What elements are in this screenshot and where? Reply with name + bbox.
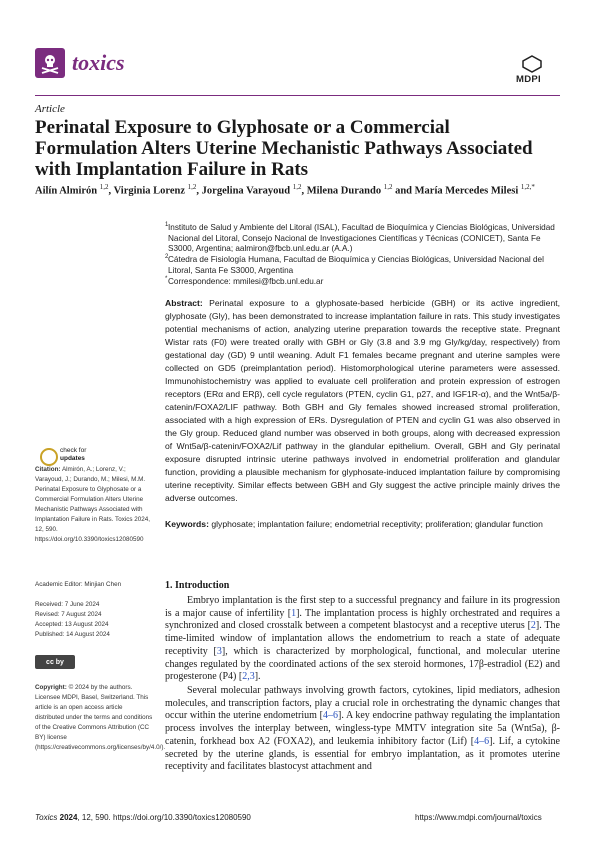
section-heading: 1. Introduction xyxy=(165,580,230,591)
academic-editor: Academic Editor: Minjian Chen xyxy=(35,581,122,588)
check-label: check for xyxy=(60,447,87,454)
author-name[interactable]: Milena Durando xyxy=(306,185,382,197)
reference-link[interactable]: 4–6 xyxy=(474,735,490,747)
paragraph-text: ]. The implantation process is highly orchestrated and requires a synchronized and closed crosstalk between a competent blastocyst and a receptive uterus [ xyxy=(165,607,560,632)
reference-link[interactable]: 4–6 xyxy=(322,710,338,722)
reference-link[interactable]: 1 xyxy=(291,607,297,619)
affiliation: Instituto de Salud y Ambiente del Litoral (ISAL), Facultad de Bioquímica y Ciencias Biológicas, Universidad Nacional del Litoral, Consejo Nacional de Investigaciones Científicas y Técnicas (CONICET), Santa Fe S3000, Argentina; aalmiron@fbcb.unl.edu.ar (A.A.) xyxy=(168,223,555,253)
check-label-updates: updates xyxy=(60,455,85,462)
header-divider xyxy=(35,95,560,96)
paragraph-text: ]. Lif, a cytokine secreted by the uterine glands, is essential for embryo implantation, as it promotes uterine receptivity and facilitates blastocyst attachment and xyxy=(165,735,560,773)
reference-link[interactable]: 3 xyxy=(216,645,222,657)
paragraph-text: ], which is characterized by morphological, functional, and molecular uterine changes regulated by the coordinated actions of the sex steroid hormones, 17β-estradiol (E2) and progesterone (P4) [ xyxy=(165,645,560,683)
footer-year: 2024 xyxy=(59,813,78,822)
revised-date: Revised: 7 August 2024 xyxy=(35,611,102,618)
paragraph-text: ]. A key endocrine pathway regulating the implantation process involves the interplay between, wingless-type MMTV integration site 5a (Wnt5a), β-catenin, forkhead box A2 (FOXA2), and leukemia inhibitory factor (Lif) [ xyxy=(165,710,560,747)
author-sup: 1,2 xyxy=(383,183,393,191)
received-date: Received: 7 June 2024 xyxy=(35,601,100,608)
footer-journal: Toxics xyxy=(35,813,58,822)
correspondence: Correspondence: mmilesi@fbcb.unl.edu.ar xyxy=(168,277,324,286)
paragraph-text: Several molecular pathways involving growth factors, cytokines, lipid mediators, adhesion molecules, and transcription factors, play a crucial role in orchestrating the dynamic changes that occur within the uterine endometrium [ xyxy=(165,685,560,722)
journal-name[interactable]: toxics xyxy=(72,50,125,75)
author-list: Ailín Almirón $^{1,2}$, Virginia Lorenz $^{1,2}$, Jorgelina Varayoud $^{1,2}$, Milena Durando $^{1,2}$ and María Mercedes Milesi $^{1,2,*}$ xyxy=(35,183,535,197)
accepted-date: Accepted: 13 August 2024 xyxy=(35,621,109,628)
affiliation: Cátedra de Fisiología Humana, Facultad de Bioquímica y Ciencias Biológicas, Universidad Nacional del Litoral, Santa Fe S3000, Argentina xyxy=(168,255,544,275)
article-type: Article xyxy=(35,103,65,115)
footer-journal-url[interactable]: https://www.mdpi.com/journal/toxics xyxy=(415,813,542,822)
author-name[interactable]: María Mercedes Milesi xyxy=(414,185,519,197)
keywords-text: glyphosate; implantation failure; endometrial receptivity; proliferation; glandular function xyxy=(211,519,543,529)
abstract xyxy=(165,297,560,505)
mdpi-logo-icon xyxy=(522,55,542,73)
reference-link[interactable]: 2 xyxy=(530,620,536,632)
author-sup: 1,2 xyxy=(99,183,109,191)
author-name[interactable]: Jorgelina Varayoud xyxy=(201,185,291,197)
author-name[interactable]: Ailín Almirón xyxy=(35,185,98,197)
cc-license-badge[interactable]: cc by xyxy=(35,655,75,669)
citation-journal[interactable]: Toxics 2024, 12, 590. https://doi.org/10.3390/toxics12080590 xyxy=(35,516,151,543)
journal-logo-icon xyxy=(35,48,65,78)
paragraph-text: Embryo implantation is the first step to a successful pregnancy and failure in its progression is a major cause of infertility [ xyxy=(165,595,560,619)
dates-block xyxy=(35,600,153,640)
check-for-updates[interactable] xyxy=(60,447,86,463)
author-sup: 1,2 xyxy=(292,183,302,191)
author-name[interactable]: Virginia Lorenz xyxy=(113,185,186,197)
published-date: Published: 14 August 2024 xyxy=(35,631,110,638)
check-for-updates-icon[interactable] xyxy=(40,448,58,466)
intro-paragraph-1 xyxy=(165,595,560,684)
copyright-block xyxy=(35,683,166,753)
paragraph-text: ]. xyxy=(254,671,261,683)
author-sup: 1,2 xyxy=(187,183,197,191)
abstract-label: Abstract: xyxy=(165,298,203,308)
citation-block xyxy=(35,465,153,545)
footer-doi[interactable]: , 12, 590. https://doi.org/10.3390/toxics12080590 xyxy=(77,813,251,822)
copyright-label: Copyright: xyxy=(35,684,67,691)
citation-label: Citation: xyxy=(35,466,61,473)
paragraph-text: ]. The time-limited window of implantation allows the endometrium to reach a state of adequate receptivity [ xyxy=(165,620,560,657)
copyright-text: © 2024 by the authors. Licensee MDPI, Basel, Switzerland. This article is an open access article distributed under the terms and conditions of the Creative Commons Attribution (CC BY) license (https://creativecommons.org/licenses/by/4.0/). xyxy=(35,684,166,751)
reference-link[interactable]: 2,3 xyxy=(242,671,255,683)
affiliation-number: 2 xyxy=(165,254,169,260)
citation-text: Almirón, A.; Lorenz, V.; Varayoud, J.; Durando, M.; Milesi, M.M. Perinatal Exposure to Glyphosate or a Commercial Formulation Alters Uterine Mechanistic Pathways Associated with Implantation Failure in Rats. xyxy=(35,466,146,523)
article-title: Perinatal Exposure to Glyphosate or a Commercial Formulation Alters Uterine Mechanistic Pathways Associated with Implantation Failure in Rats xyxy=(35,117,533,180)
publisher-name: MDPI xyxy=(516,74,541,85)
keywords xyxy=(165,518,560,531)
intro-paragraph-2 xyxy=(165,685,560,774)
author-sup: 1,2,* xyxy=(520,183,535,191)
footer-citation xyxy=(35,813,251,822)
keywords-label: Keywords: xyxy=(165,519,209,529)
abstract-text: Perinatal exposure to a glyphosate-based herbicide (GBH) or its active ingredient, glyphosate (Gly), has been demonstrated to increase implantation failure in rats. This study investigates potential mechanisms of action, analyzing uterine preparation towards the receptive state. Pregnant Wistar rats (F0) were treated orally with GBH or Gly (3.8 and 3.9 mg Gly/kg/day, respectively) from gestational day (GD) 9 until weaning. Adult F1 females became pregnant and uterine samples were collected on GD5 (preimplantation period). Histomorphological uterine parameters were assessed. Immunohistochemistry was applied to evaluate cell proliferation and protein expression of estrogen receptors (ERα and ERβ), cell cycle regulators (PTEN, cyclin G1, p27, and IGF1R-α), and the Wnt5a/β-catenin/FOXA2/LIF pathway. Both GBH and Gly females showed increased stromal proliferation, associated with a high expression of ERs. Dysregulation of PTEN and cyclin G1 was also observed in the Gly group. Reduced gland number was observed in both groups, along with decreased expression of Wnt5a/β-catenin/FOXA2/Lif pathway in the glandular epithelium. Overall, GBH and Gly perinatal exposure disrupted intrinsic uterine pathways involved in endometrial proliferation and glandular function, providing a plausible mechanism for glyphosate-induced implantation failure by compromising uterine receptivity. Similar effects between GBH and Gly suggest the active principle mainly drives the adverse outcomes. xyxy=(165,298,560,503)
affiliation-number: * xyxy=(165,276,168,282)
affiliation-number: 1 xyxy=(165,222,169,228)
